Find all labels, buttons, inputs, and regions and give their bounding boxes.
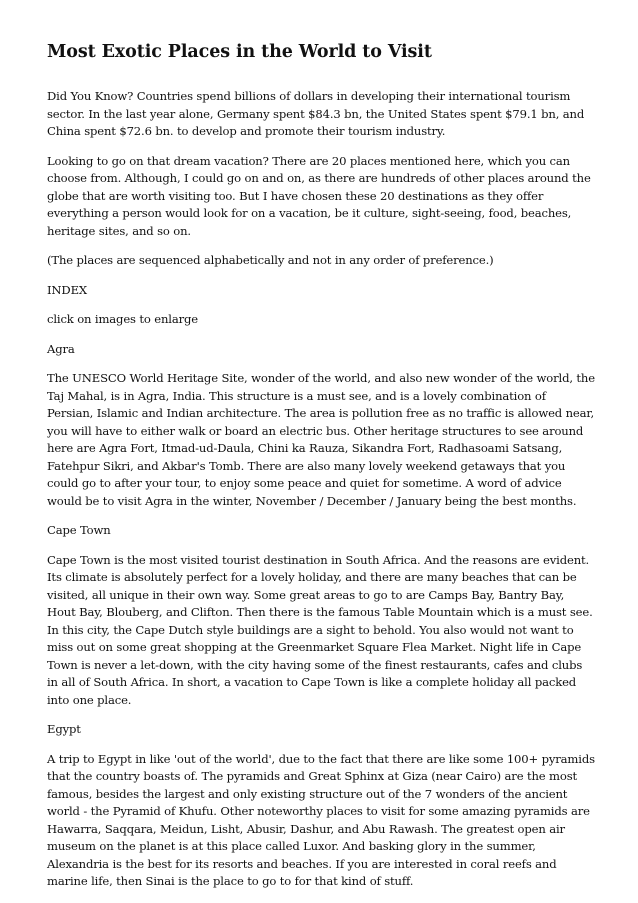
section-body-agra: The UNESCO World Heritage Site, wonder of the world, and also new wonder of the world, the Taj Mahal, is in Agra, India. This structure is a must see, and is a lovely combination of Persian, Islamic and Indian architecture. The area is pollution free as no traffic is allowed near, you will have to either walk or board an electric bus. Other heritage structures to see around here are Agra Fort, Itmad-ud-Daula, Chini ka Rauza, Sikandra Fort, Radhasoami Satsang, Fatehpur Sikri, and Akbar's Tomb. There are also many lovely weekend getaways that you could go to after your tour, to enjoy some peace and quiet for sometime. A word of advice would be to visit Agra in the winter, November / December / January being the best months. <box>47 371 595 508</box>
section-heading-agra: Agra <box>47 341 75 356</box>
section-body-cape-town: Cape Town is the most visited tourist destination in South Africa. And the reasons are evident. Its climate is absolutely perfect for a lovely holiday, and there are many beaches that can be visited, all unique in their own way. Some great areas to go to are Camps Bay, Bantry Bay, Hout Bay, Blouberg, and Clifton. Then there is the famous Table Mountain which is a must see. In this city, the Cape Dutch style buildings are a sight to behold. You also would not want to miss out on some great shopping at the Greenmarket Square Flea Market. Night life in Cape Town is never a let-down, with the city having some of the finest restaurants, cafes and clubs in all of South Africa. In short, a vacation to Cape Town is like a complete holiday all packed into one place. <box>47 552 593 707</box>
page-title: Most Exotic Places in the World to Visit <box>47 42 432 62</box>
section-heading-cape-town: Cape Town <box>47 523 111 537</box>
intro-paragraph-3: (The places are sequenced alphabetically and not in any order of preference.) <box>47 253 494 267</box>
intro-paragraph-1: Did You Know? Countries spend billions of dollars in developing their international tourism sector. In the last year alone, Germany spent $84.3 bn, the United States spent $79.1 bn, and China spent $72.6 bn. to develop and promote their tourism industry. <box>47 89 585 138</box>
click-note: click on images to enlarge <box>47 312 198 326</box>
section-body-egypt: A trip to Egypt in like 'out of the world', due to the fact that there are like some 100+ pyramids that the country boasts of. The pyramids and Great Sphinx at Giza (near Cairo) are the most famous, besides the largest and only existing structure out of the 7 wonders of the ancient world - the Pyramid of Khufu. Other noteworthy places to visit for some amazing pyramids are Hawarra, Saqqara, Meidun, Lisht, Abusir, Dashur, and Abu Rawash. The greatest open air museum on the planet is at this place called Luxor. And basking glory in the summer, Alexandria is the best for its resorts and beaches. If you are interested in coral reefs and marine life, then Sinai is the place to go to for that kind of stuff. <box>47 751 595 888</box>
intro-paragraph-2: Looking to go on that dream vacation? There are 20 places mentioned here, which you can choose from. Although, I could go on and on, as there are hundreds of other places around the globe that are worth visiting too. But I have chosen these 20 destinations as they offer everything a person would look for on a vacation, be it culture, sight-seeing, food, beaches, heritage sites, and so on. <box>47 153 591 238</box>
document-page <box>47 40 595 903</box>
index-label: INDEX <box>47 282 87 297</box>
section-heading-egypt: Egypt <box>47 722 81 736</box>
